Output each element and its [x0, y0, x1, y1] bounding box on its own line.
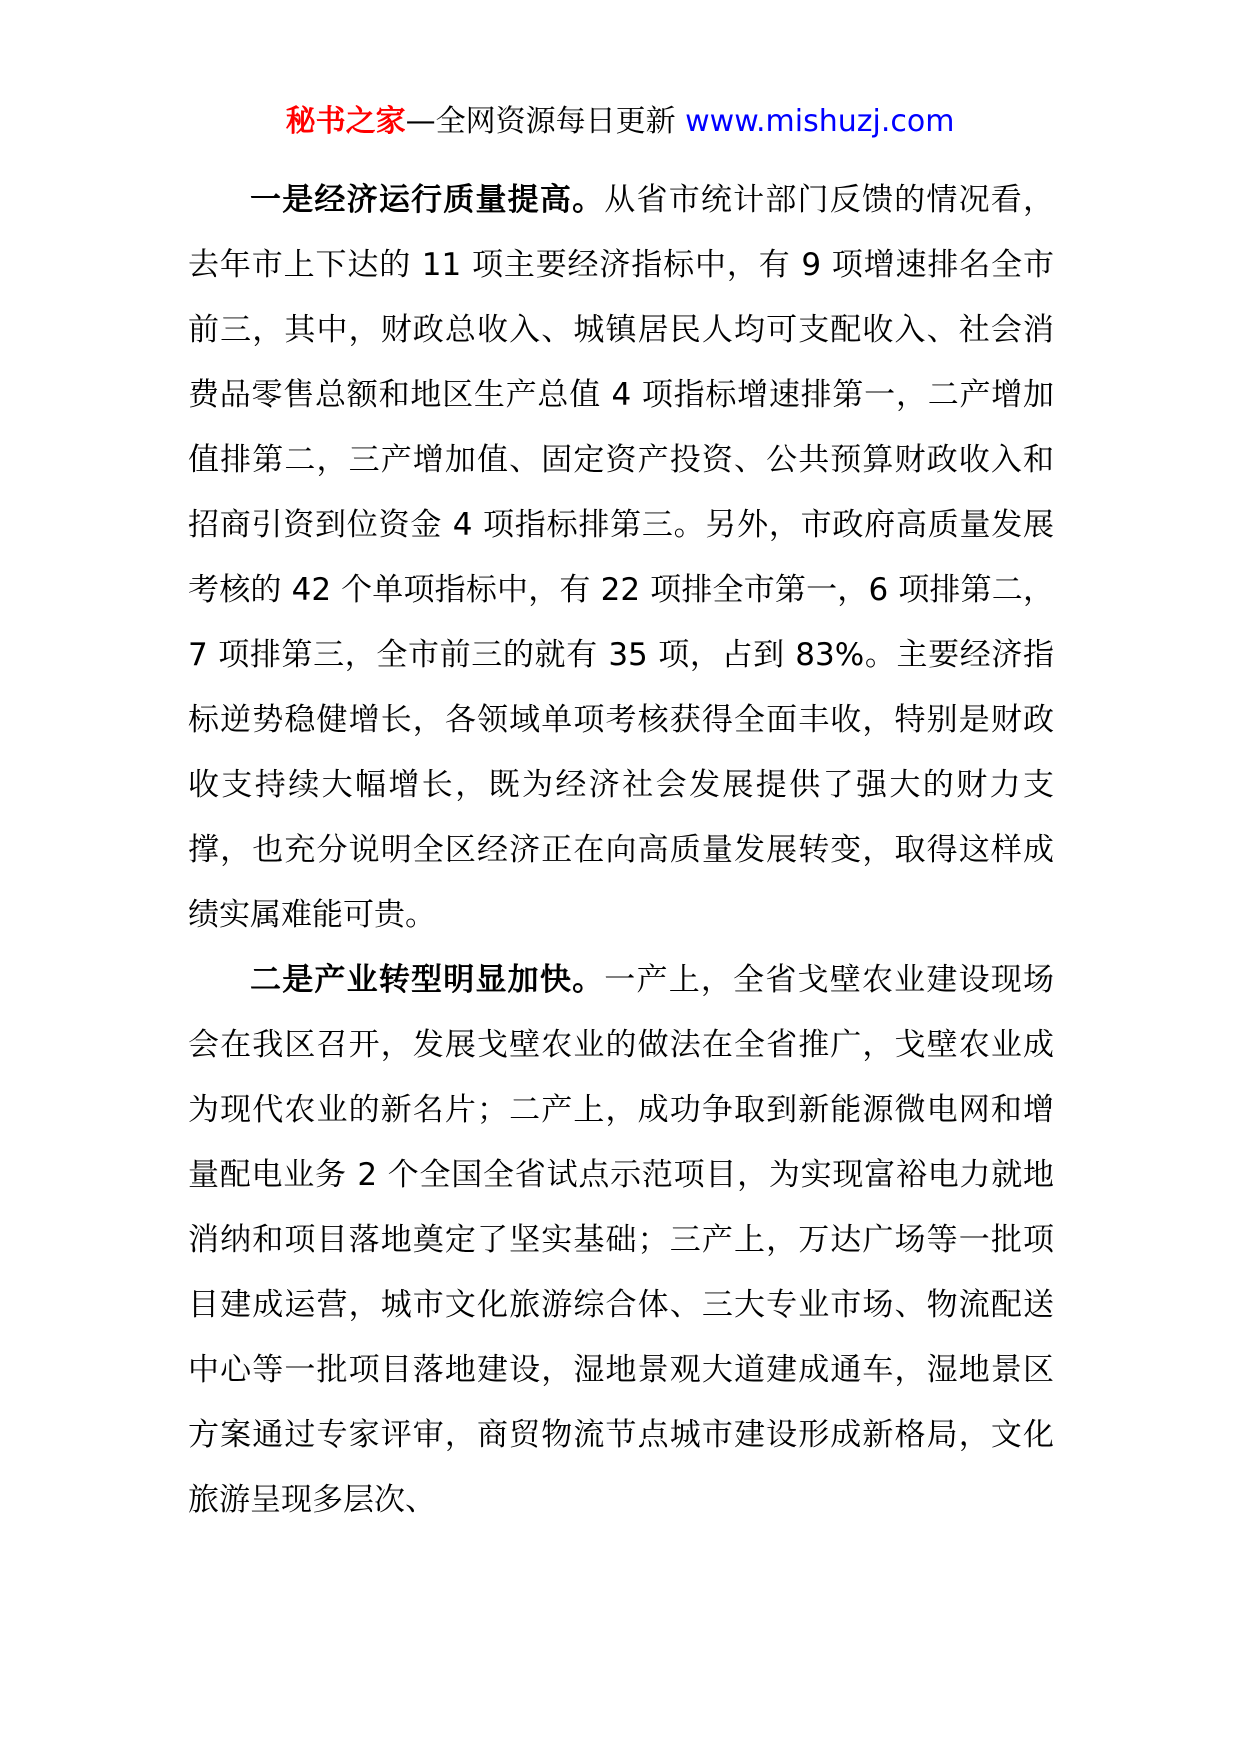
header-slogan: —全网资源每日更新 — [405, 104, 686, 139]
paragraph-text: 从省市统计部门反馈的情况看，去年市上下达的 11 项主要经济指标中，有 9 项增速排名全市前三，其中，财政总收入、城镇居民人均可支配收入、社会消费品零售总额和地区生产总值 4 项指标增速排第一，二产增加值排第二，三产增加值、固定资产投资、公共预算财政收入和招商引资到位资金 4 项指标排第三。另外，市政府高质量发展考核的 42 个单项指标中，有 22 项排全市第一，6 项排第二，7 项排第三，全市前三的就有 35 项，占到 83%。主要经济指标逆势稳健增长，各领域单项考核获得全面丰收，特别是财政收支持续大幅增长，既为经济社会发展提供了强大的财力支撑，也充分说明全区经济正在向高质量发展转变，取得这样成绩实属难能可贵。 — [188, 182, 1055, 933]
paragraph-lead: 一是经济运行质量提高。 — [250, 182, 605, 218]
header-brand: 秘书之家 — [285, 104, 406, 139]
page-header — [0, 100, 1240, 144]
document-body — [188, 168, 1054, 1533]
paragraph-text: 一产上，全省戈壁农业建设现场会在我区召开，发展戈壁农业的做法在全省推广，戈壁农业成为现代农业的新名片；二产上，成功争取到新能源微电网和增量配电业务 2 个全国全省试点示范项目，为实现富裕电力就地消纳和项目落地奠定了坚实基础；三产上，万达广场等一批项目建成运营，城市文化旅游综合体、三大专业市场、物流配送中心等一批项目落地建设，湿地景观大道建成通车，湿地景区方案通过专家评审，商贸物流节点城市建设形成新格局，文化旅游呈现多层次、 — [188, 962, 1055, 1518]
header-url-link[interactable]: www.mishuzj.com — [685, 104, 955, 139]
paragraph-economy — [188, 168, 1054, 948]
paragraph-lead: 二是产业转型明显加快。 — [250, 962, 605, 998]
paragraph-industry — [188, 948, 1054, 1533]
